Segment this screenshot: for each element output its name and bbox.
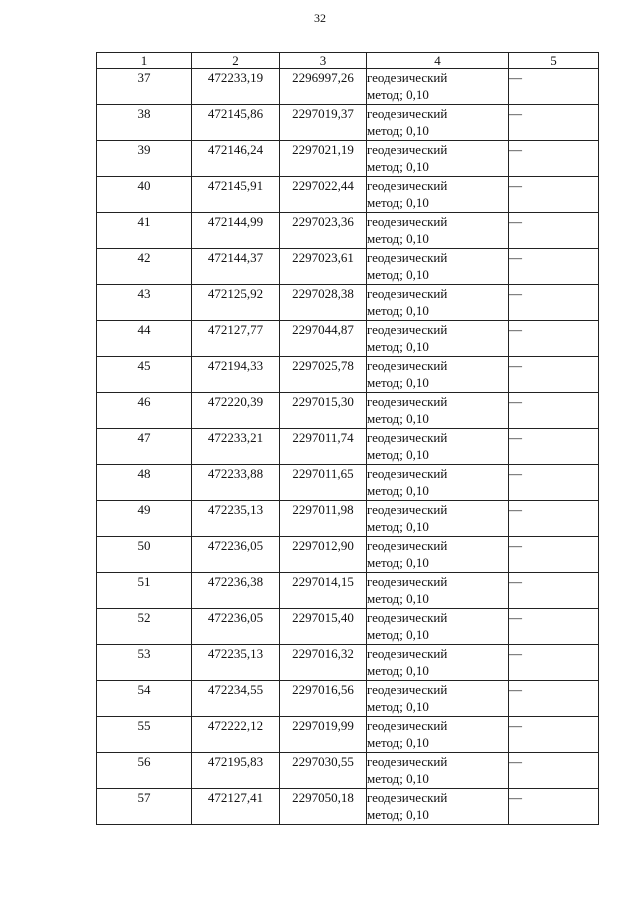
point-number: 55 <box>97 717 192 753</box>
note-cell: — <box>509 177 599 213</box>
note-cell: — <box>509 393 599 429</box>
method-line-2: метод; 0,10 <box>367 807 429 822</box>
note-cell: — <box>509 321 599 357</box>
column-header-3: 3 <box>280 53 367 69</box>
coordinate-x: 472222,12 <box>192 717 280 753</box>
method-line-2: метод; 0,10 <box>367 627 429 642</box>
method-cell <box>367 357 509 393</box>
method-line-1: геодезический <box>367 790 448 805</box>
table-body <box>97 69 599 825</box>
method-line-1: геодезический <box>367 142 448 157</box>
coordinate-x: 472235,13 <box>192 645 280 681</box>
note-cell: — <box>509 537 599 573</box>
method-cell <box>367 249 509 285</box>
coordinate-y: 2297016,32 <box>280 645 367 681</box>
method-cell <box>367 429 509 465</box>
method-line-1: геодезический <box>367 70 448 85</box>
method-cell <box>367 465 509 501</box>
note-cell: — <box>509 69 599 105</box>
coordinate-x: 472220,39 <box>192 393 280 429</box>
table-row <box>97 645 599 681</box>
note-cell: — <box>509 609 599 645</box>
method-line-1: геодезический <box>367 358 448 373</box>
coordinate-y: 2297030,55 <box>280 753 367 789</box>
table-row <box>97 429 599 465</box>
table-row <box>97 213 599 249</box>
coordinate-y: 2297019,99 <box>280 717 367 753</box>
method-cell <box>367 105 509 141</box>
method-cell <box>367 537 509 573</box>
point-number: 57 <box>97 789 192 825</box>
method-cell <box>367 645 509 681</box>
coordinate-y: 2297016,56 <box>280 681 367 717</box>
coordinate-x: 472195,83 <box>192 753 280 789</box>
method-line-1: геодезический <box>367 322 448 337</box>
table-row <box>97 105 599 141</box>
method-line-1: геодезический <box>367 286 448 301</box>
table-header-row <box>97 53 599 69</box>
coordinate-x: 472127,77 <box>192 321 280 357</box>
method-line-1: геодезический <box>367 754 448 769</box>
method-line-2: метод; 0,10 <box>367 771 429 786</box>
point-number: 43 <box>97 285 192 321</box>
method-cell <box>367 321 509 357</box>
method-line-1: геодезический <box>367 466 448 481</box>
note-cell: — <box>509 645 599 681</box>
method-line-2: метод; 0,10 <box>367 123 429 138</box>
point-number: 37 <box>97 69 192 105</box>
method-line-2: метод; 0,10 <box>367 87 429 102</box>
method-line-2: метод; 0,10 <box>367 663 429 678</box>
method-cell <box>367 789 509 825</box>
method-cell <box>367 177 509 213</box>
point-number: 45 <box>97 357 192 393</box>
note-cell: — <box>509 717 599 753</box>
method-line-1: геодезический <box>367 250 448 265</box>
column-header-1: 1 <box>97 53 192 69</box>
method-line-1: геодезический <box>367 430 448 445</box>
point-number: 40 <box>97 177 192 213</box>
coordinate-y: 2297011,98 <box>280 501 367 537</box>
coordinate-y: 2297044,87 <box>280 321 367 357</box>
method-cell <box>367 69 509 105</box>
table-row <box>97 321 599 357</box>
point-number: 47 <box>97 429 192 465</box>
method-cell <box>367 501 509 537</box>
point-number: 38 <box>97 105 192 141</box>
point-number: 46 <box>97 393 192 429</box>
coordinate-y: 2297050,18 <box>280 789 367 825</box>
table-row <box>97 285 599 321</box>
method-cell <box>367 393 509 429</box>
method-line-2: метод; 0,10 <box>367 195 429 210</box>
method-line-2: метод; 0,10 <box>367 339 429 354</box>
table-row <box>97 501 599 537</box>
table-row <box>97 609 599 645</box>
note-cell: — <box>509 249 599 285</box>
table-row <box>97 141 599 177</box>
method-line-1: геодезический <box>367 574 448 589</box>
method-line-2: метод; 0,10 <box>367 483 429 498</box>
point-number: 51 <box>97 573 192 609</box>
coordinate-x: 472127,41 <box>192 789 280 825</box>
method-line-2: метод; 0,10 <box>367 375 429 390</box>
method-cell <box>367 213 509 249</box>
note-cell: — <box>509 465 599 501</box>
point-number: 41 <box>97 213 192 249</box>
coordinate-y: 2297023,61 <box>280 249 367 285</box>
column-header-5: 5 <box>509 53 599 69</box>
method-line-2: метод; 0,10 <box>367 303 429 318</box>
coordinate-x: 472235,13 <box>192 501 280 537</box>
note-cell: — <box>509 213 599 249</box>
table-row <box>97 69 599 105</box>
table-row <box>97 753 599 789</box>
method-line-2: метод; 0,10 <box>367 267 429 282</box>
coordinate-y: 2297019,37 <box>280 105 367 141</box>
method-line-2: метод; 0,10 <box>367 591 429 606</box>
note-cell: — <box>509 141 599 177</box>
method-cell <box>367 141 509 177</box>
table-row <box>97 717 599 753</box>
table-row <box>97 249 599 285</box>
coordinate-y: 2297028,38 <box>280 285 367 321</box>
coordinate-x: 472236,05 <box>192 537 280 573</box>
method-line-1: геодезический <box>367 502 448 517</box>
method-line-1: геодезический <box>367 646 448 661</box>
coordinate-x: 472236,05 <box>192 609 280 645</box>
method-cell <box>367 285 509 321</box>
method-line-1: геодезический <box>367 538 448 553</box>
method-line-2: метод; 0,10 <box>367 159 429 174</box>
method-line-1: геодезический <box>367 178 448 193</box>
coordinate-y: 2297011,65 <box>280 465 367 501</box>
method-line-2: метод; 0,10 <box>367 699 429 714</box>
coordinate-x: 472236,38 <box>192 573 280 609</box>
coordinate-x: 472234,55 <box>192 681 280 717</box>
method-line-2: метод; 0,10 <box>367 555 429 570</box>
coordinate-y: 2297023,36 <box>280 213 367 249</box>
note-cell: — <box>509 501 599 537</box>
table-row <box>97 177 599 213</box>
coordinate-x: 472145,91 <box>192 177 280 213</box>
point-number: 44 <box>97 321 192 357</box>
coordinate-x: 472233,88 <box>192 465 280 501</box>
coordinate-x: 472125,92 <box>192 285 280 321</box>
point-number: 49 <box>97 501 192 537</box>
coordinate-x: 472146,24 <box>192 141 280 177</box>
method-cell <box>367 573 509 609</box>
point-number: 39 <box>97 141 192 177</box>
note-cell: — <box>509 681 599 717</box>
method-line-1: геодезический <box>367 106 448 121</box>
coordinate-y: 2297022,44 <box>280 177 367 213</box>
method-line-2: метод; 0,10 <box>367 411 429 426</box>
coordinate-y: 2297025,78 <box>280 357 367 393</box>
coordinate-x: 472194,33 <box>192 357 280 393</box>
note-cell: — <box>509 357 599 393</box>
method-cell <box>367 681 509 717</box>
method-line-2: метод; 0,10 <box>367 231 429 246</box>
method-line-1: геодезический <box>367 394 448 409</box>
column-header-4: 4 <box>367 53 509 69</box>
note-cell: — <box>509 429 599 465</box>
table-row <box>97 393 599 429</box>
point-number: 53 <box>97 645 192 681</box>
coordinate-x: 472233,19 <box>192 69 280 105</box>
coordinate-x: 472144,99 <box>192 213 280 249</box>
column-header-2: 2 <box>192 53 280 69</box>
method-cell <box>367 753 509 789</box>
method-line-1: геодезический <box>367 682 448 697</box>
method-line-1: геодезический <box>367 214 448 229</box>
note-cell: — <box>509 105 599 141</box>
coordinate-x: 472144,37 <box>192 249 280 285</box>
coordinate-y: 2297014,15 <box>280 573 367 609</box>
coordinate-y: 2297012,90 <box>280 537 367 573</box>
coordinate-x: 472145,86 <box>192 105 280 141</box>
coordinate-y: 2297015,40 <box>280 609 367 645</box>
method-line-2: метод; 0,10 <box>367 447 429 462</box>
coordinates-table <box>96 52 599 825</box>
point-number: 54 <box>97 681 192 717</box>
table-row <box>97 789 599 825</box>
point-number: 52 <box>97 609 192 645</box>
point-number: 48 <box>97 465 192 501</box>
note-cell: — <box>509 789 599 825</box>
point-number: 56 <box>97 753 192 789</box>
note-cell: — <box>509 573 599 609</box>
note-cell: — <box>509 753 599 789</box>
method-cell <box>367 717 509 753</box>
point-number: 42 <box>97 249 192 285</box>
coordinate-y: 2297021,19 <box>280 141 367 177</box>
method-line-2: метод; 0,10 <box>367 519 429 534</box>
note-cell: — <box>509 285 599 321</box>
table-row <box>97 681 599 717</box>
table-row <box>97 573 599 609</box>
coordinate-y: 2297015,30 <box>280 393 367 429</box>
point-number: 50 <box>97 537 192 573</box>
method-cell <box>367 609 509 645</box>
method-line-1: геодезический <box>367 610 448 625</box>
page-number: 32 <box>314 11 326 25</box>
method-line-2: метод; 0,10 <box>367 735 429 750</box>
table-row <box>97 357 599 393</box>
table-row <box>97 465 599 501</box>
method-line-1: геодезический <box>367 718 448 733</box>
table-row <box>97 537 599 573</box>
coordinate-x: 472233,21 <box>192 429 280 465</box>
coordinate-y: 2297011,74 <box>280 429 367 465</box>
coordinate-y: 2296997,26 <box>280 69 367 105</box>
